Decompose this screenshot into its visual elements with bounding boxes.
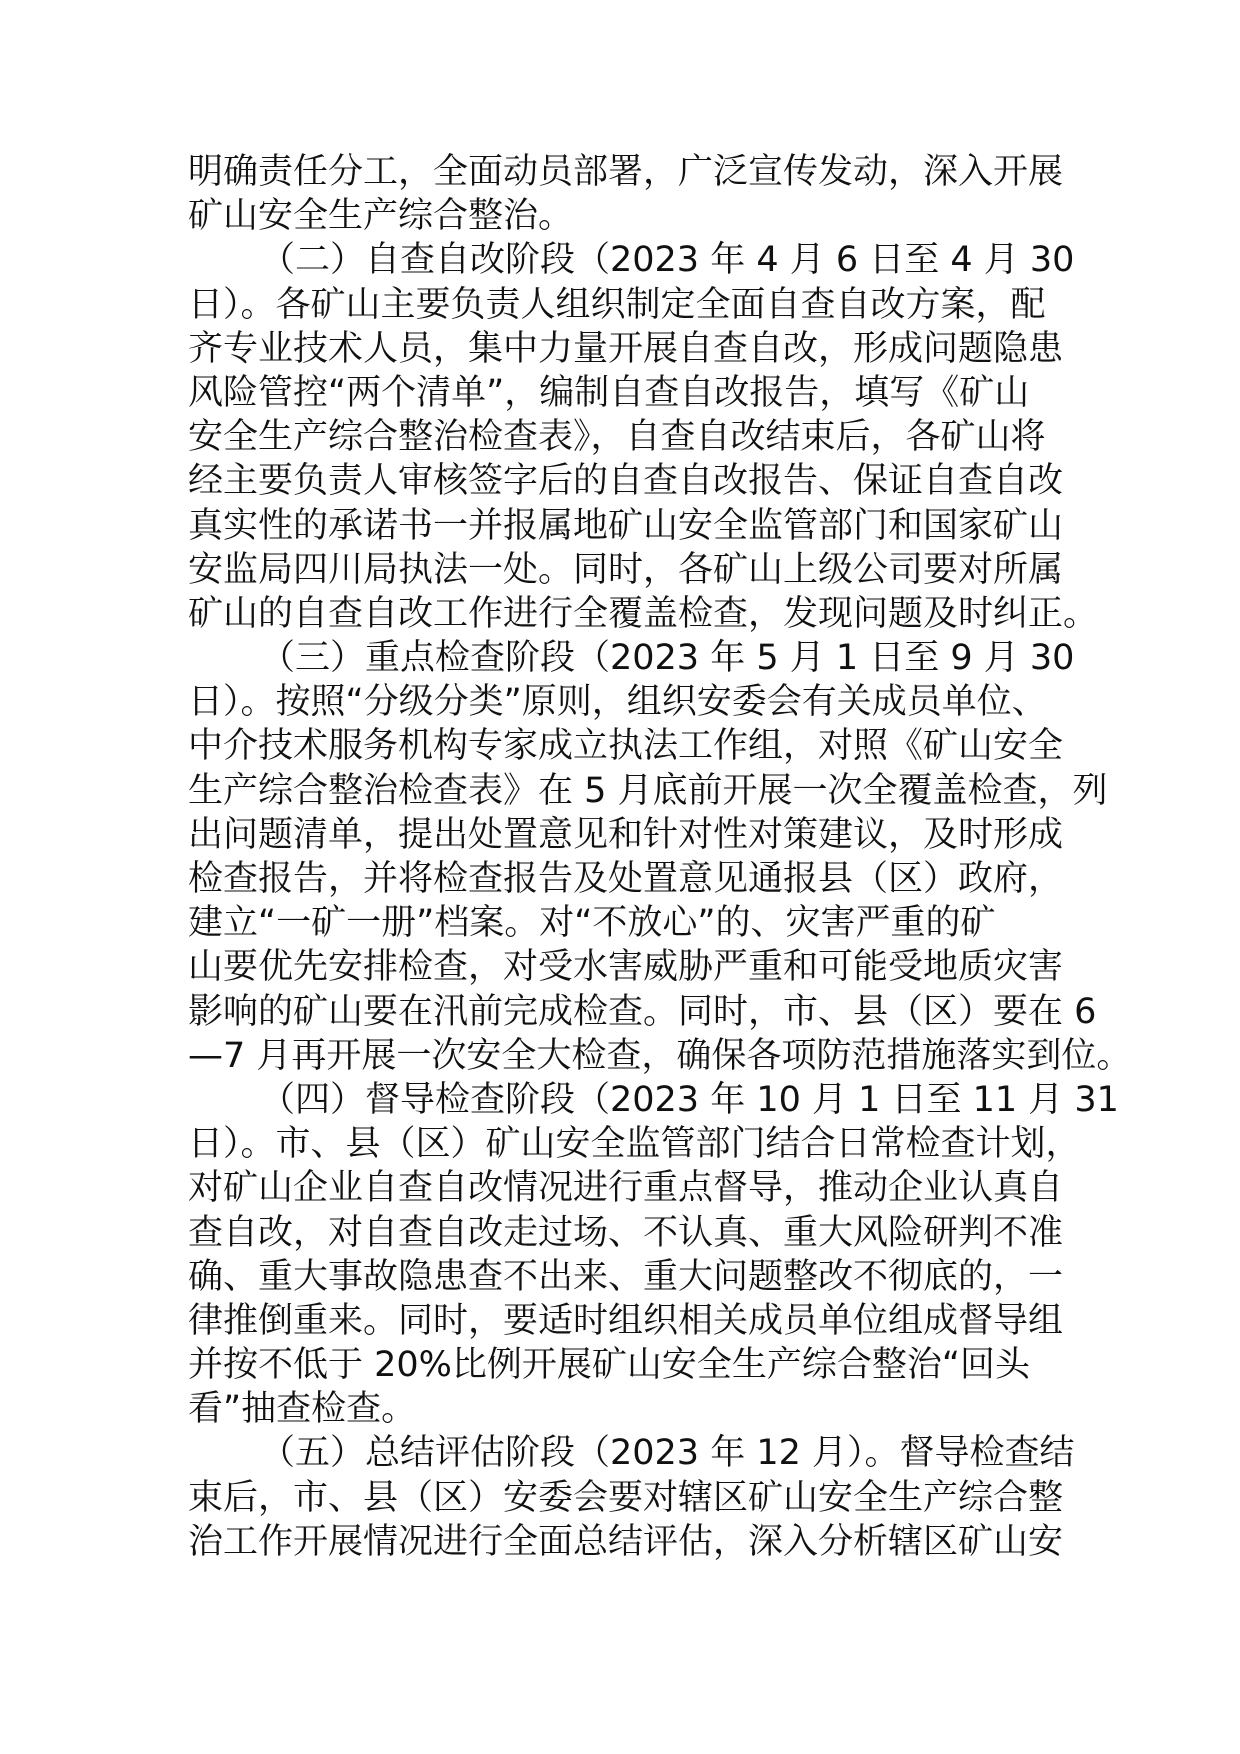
text-line: 出问题清单，提出处置意见和针对性对策建议，及时形成 <box>188 814 1064 855</box>
paragraph-first-line: （三）重点检查阶段（2023 年 5 月 1 日至 9 月 30 <box>260 638 1075 679</box>
text-line: 确、重大事故隐患查不出来、重大问题整改不彻底的，一 <box>188 1256 1064 1297</box>
text-line: 山要优先安排检查，对受水害威胁严重和可能受地质灾害 <box>188 947 1064 988</box>
text-line: 对矿山企业自查自改情况进行重点督导，推动企业认真自 <box>188 1168 1064 1209</box>
text-line: 治工作开展情况进行全面总结评估，深入分析辖区矿山安 <box>188 1521 1064 1562</box>
paragraph-first-line: （二）自查自改阶段（2023 年 4 月 6 日至 4 月 30 <box>260 240 1075 281</box>
text-line: 律推倒重来。同时，要适时组织相关成员单位组成督导组 <box>188 1300 1064 1341</box>
text-line: —7 月再开展一次安全大检查，确保各项防范措施落实到位。 <box>188 1035 1132 1076</box>
text-line: 日）。市、县（区）矿山安全监管部门结合日常检查计划， <box>188 1124 1081 1165</box>
text-line: 齐专业技术人员，集中力量开展自查自改，形成问题隐患 <box>188 328 1064 369</box>
document-body <box>188 150 1132 1564</box>
text-line: 查自改，对自查自改走过场、不认真、重大风险研判不准 <box>188 1212 1064 1253</box>
text-line: 生产综合整治检查表》在 5 月底前开展一次全覆盖检查，列 <box>188 770 1108 811</box>
text-line: 经主要负责人审核签字后的自查自改报告、保证自查自改 <box>188 461 1064 502</box>
text-line: 检查报告，并将检查报告及处置意见通报县（区）政府， <box>188 859 1064 899</box>
text-line: 安监局四川局执法一处。同时，各矿山上级公司要对所属 <box>188 549 1064 590</box>
text-line: 日）。按照“分级分类”原则，组织安委会有关成员单位、 <box>188 682 1047 723</box>
text-line: 束后，市、县（区）安委会要对辖区矿山安全生产综合整 <box>188 1477 1064 1518</box>
text-line: 看”抽查检查。 <box>188 1389 417 1430</box>
text-line: 风险管控“两个清单”，编制自查自改报告，填写《矿山 <box>188 372 1030 413</box>
paragraph-first-line: （四）督导检查阶段（2023 年 10 月 1 日至 11 月 31 <box>260 1079 1119 1120</box>
paragraph-first-line: （五）总结评估阶段（2023 年 12 月）。督导检查结 <box>260 1433 1075 1474</box>
text-line: 并按不低于 20%比例开展矿山安全生产综合整治“回头 <box>188 1345 1031 1386</box>
text-line: 矿山安全生产综合整治。 <box>188 196 574 237</box>
text-line: 中介技术服务机构专家成立执法工作组，对照《矿山安全 <box>188 726 1064 767</box>
text-line: 真实性的承诺书一并报属地矿山安全监管部门和国家矿山 <box>188 505 1064 546</box>
text-line: 日）。各矿山主要负责人组织制定全面自查自改方案，配 <box>188 284 1046 325</box>
text-line: 影响的矿山要在汛前完成检查。同时，市、县（区）要在 6 <box>188 991 1097 1032</box>
text-line: 矿山的自查自改工作进行全覆盖检查，发现问题及时纠正。 <box>188 593 1099 634</box>
text-line: 建立“一矿一册”档案。对“不放心”的、灾害严重的矿 <box>188 903 996 944</box>
text-line: 明确责任分工，全面动员部署，广泛宣传发动，深入开展 <box>188 152 1064 192</box>
text-line: 安全生产综合整治检查表》，自查自改结束后，各矿山将 <box>188 417 1046 458</box>
